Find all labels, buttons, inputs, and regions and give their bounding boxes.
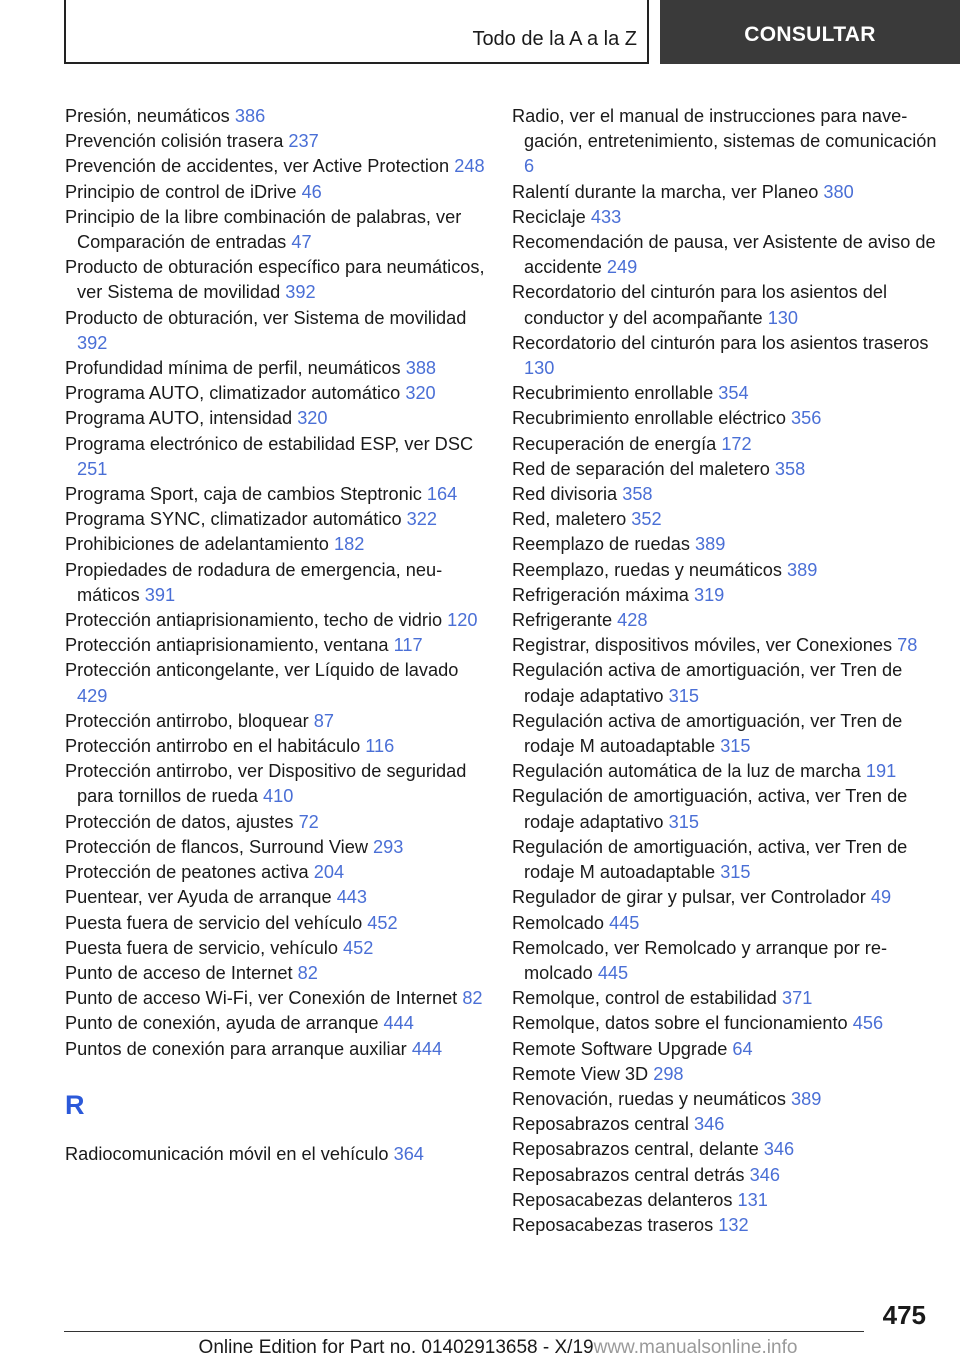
page-link[interactable]: 354: [718, 383, 749, 404]
index-term: Protección antiaprisionamiento, techo de vidrio: [65, 610, 443, 631]
index-entry: [512, 1037, 942, 1062]
index-term: Programa Sport, caja de cambios Steptronic: [65, 484, 422, 505]
page-link[interactable]: 386: [234, 106, 266, 126]
index-entry: [65, 1142, 485, 1167]
index-entry: [512, 1137, 942, 1162]
index-entry: [65, 633, 485, 658]
index-entry: [512, 432, 942, 457]
page-link[interactable]: 78: [897, 635, 918, 656]
page-link[interactable]: 251: [77, 458, 108, 479]
index-term: Protección de flancos, Surround View: [65, 836, 368, 857]
page-link[interactable]: 320: [405, 383, 436, 404]
index-column-left: [65, 104, 485, 1167]
index-entry: [512, 1163, 942, 1188]
page-link[interactable]: 315: [668, 685, 699, 706]
index-entry: [65, 709, 485, 734]
index-term: Prevención de accidentes, ver Active Protection: [65, 156, 450, 177]
section-letter: R: [65, 1089, 85, 1120]
index-entry: [512, 1087, 942, 1112]
page-link[interactable]: 64: [732, 1038, 753, 1059]
page-link[interactable]: 46: [301, 181, 322, 202]
index-entry: [512, 230, 942, 280]
page-link[interactable]: 120: [447, 610, 478, 631]
index-entry: [65, 734, 485, 759]
index-entry: [512, 205, 942, 230]
index-term: Red divisoria: [512, 484, 618, 505]
page-link[interactable]: 87: [313, 710, 334, 731]
index-entry: [512, 936, 942, 986]
index-entry: [512, 583, 942, 608]
index-term: Recubrimiento enrollable: [512, 383, 714, 404]
index-term: Registrar, dispositivos móviles, ver Conexiones: [512, 635, 893, 656]
page-link[interactable]: 445: [609, 912, 640, 933]
page-link[interactable]: 248: [454, 156, 485, 177]
page-link[interactable]: 249: [606, 257, 638, 278]
page-link[interactable]: 428: [617, 610, 648, 631]
index-term: Recordatorio del cinturón para los asientos traseros: [512, 332, 929, 353]
index-term: Remolcado: [512, 912, 604, 933]
page-link[interactable]: 204: [313, 862, 345, 883]
page-link[interactable]: 117: [393, 635, 423, 656]
footer-watermark: www.manualsonline.info: [593, 1337, 798, 1358]
page-link[interactable]: 315: [720, 862, 751, 883]
index-entry: [65, 860, 485, 885]
index-term: Remolque, datos sobre el funcionamiento: [512, 1013, 848, 1034]
index-entry: [65, 306, 485, 356]
index-term: Protección de peatones activa: [65, 862, 309, 883]
page-link[interactable]: 315: [720, 736, 751, 757]
page-link[interactable]: 389: [786, 559, 818, 580]
index-term: Prevención colisión trasera: [65, 131, 284, 152]
index-entry: [65, 255, 485, 305]
index-term: Ralentí durante la marcha, ver Planeo: [512, 181, 819, 202]
index-term: Puntos de conexión para arranque auxiliar: [65, 1038, 407, 1059]
index-entries-p: [65, 104, 485, 1062]
index-term: Punto de acceso de Internet: [65, 962, 293, 983]
page-link[interactable]: 191: [865, 761, 897, 782]
index-term: Radiocomunicación móvil en el vehículo: [65, 1143, 389, 1164]
index-entry: [65, 532, 485, 557]
index-entry: [65, 180, 485, 205]
page-link[interactable]: 322: [406, 509, 438, 530]
index-term: Protección anticongelante, ver Líquido de lavado: [65, 660, 459, 681]
index-term: Programa AUTO, climatizador automático: [65, 383, 401, 404]
index-entry: [512, 532, 942, 557]
page-link[interactable]: 389: [791, 1088, 822, 1109]
index-term: Producto de obturación, ver Sistema de movilidad: [65, 307, 467, 328]
index-term: Reposacabezas delanteros: [512, 1189, 733, 1210]
index-column-right: [512, 104, 942, 1238]
index-term: Puesta fuera de servicio del vehículo: [65, 912, 363, 933]
index-entry: [512, 1213, 942, 1238]
page-link[interactable]: 132: [718, 1214, 749, 1235]
index-term: Punto de conexión, ayuda de arranque: [65, 1013, 379, 1034]
index-entry: [512, 709, 942, 759]
page-link[interactable]: 237: [288, 131, 319, 152]
index-entry: [512, 381, 942, 406]
page-link[interactable]: 315: [668, 811, 699, 832]
index-term: Principio de control de iDrive: [65, 181, 297, 202]
index-entry: [512, 280, 942, 330]
page-link[interactable]: 49: [870, 887, 892, 908]
index-entry: [512, 986, 942, 1011]
index-entry: [512, 608, 942, 633]
index-term: Recuperación de energía: [512, 433, 717, 454]
index-entry: [65, 129, 485, 154]
index-term: Recordatorio del cinturón para los asientos del conductor y del acompañante: [512, 282, 888, 328]
index-term: Protección de datos, ajustes: [65, 811, 294, 832]
page-link[interactable]: 452: [343, 937, 374, 958]
index-entry: [65, 986, 485, 1011]
page-link[interactable]: 82: [297, 962, 318, 983]
index-entries-r-continued: [512, 104, 942, 1238]
index-term: Remote Software Upgrade: [512, 1038, 728, 1059]
page-link[interactable]: 391: [144, 584, 176, 605]
page-link[interactable]: 456: [852, 1013, 884, 1034]
page-link[interactable]: 358: [622, 484, 653, 505]
index-entry: [512, 1188, 942, 1213]
page-link[interactable]: 47: [291, 232, 312, 253]
header-tab-consultar[interactable]: [660, 0, 960, 64]
page-link[interactable]: 352: [631, 509, 662, 530]
index-entry: [65, 104, 485, 129]
index-entry: [65, 507, 485, 532]
index-term: Programa electrónico de estabilidad ESP, ver DSC: [65, 433, 474, 454]
footer-divider: [64, 1331, 864, 1332]
page-link[interactable]: 298: [653, 1063, 684, 1084]
index-term: Reciclaje: [512, 206, 586, 227]
index-term: Protección antirrobo, ver Dispositivo de seguridad para tornillos de rueda: [65, 761, 467, 807]
header-tab-label: CONSULTAR: [744, 23, 876, 46]
page-link[interactable]: 346: [763, 1139, 795, 1160]
index-entry: [512, 457, 942, 482]
footer-edition-text: Online Edition for Part no. 01402913658 - X/19: [198, 1337, 594, 1358]
page-link[interactable]: 444: [411, 1038, 443, 1059]
index-term: Punto de acceso Wi-Fi, ver Conexión de Internet: [65, 988, 458, 1009]
index-term: Prohibiciones de adelantamiento: [65, 534, 329, 555]
index-term: Protección antiaprisionamiento, ventana: [65, 635, 389, 656]
index-term: Programa AUTO, intensidad: [65, 408, 293, 429]
index-term: Reemplazo de ruedas: [512, 534, 690, 555]
index-entry: [65, 608, 485, 633]
index-entry: [512, 658, 942, 708]
index-entry: [65, 432, 485, 482]
index-entry: [65, 356, 485, 381]
page-link[interactable]: 443: [336, 887, 368, 908]
page-link[interactable]: 82: [462, 988, 483, 1009]
index-entry: [512, 104, 942, 180]
index-entry: [65, 482, 485, 507]
page-link[interactable]: 130: [524, 358, 555, 379]
page-link[interactable]: 72: [298, 811, 319, 832]
page-number: 475: [882, 1300, 926, 1330]
index-entry: [65, 154, 485, 179]
page-link[interactable]: 388: [405, 358, 437, 379]
index-entry: [512, 558, 942, 583]
index-term: Puentear, ver Ayuda de arranque: [65, 887, 332, 908]
header-section-title: Todo de la A a la Z: [472, 28, 637, 50]
index-term: Regulación de amortiguación, activa, ver Tren de rodaje M autoadaptable: [512, 836, 908, 883]
page-link[interactable]: 116: [365, 736, 395, 757]
page-link[interactable]: 131: [737, 1189, 768, 1210]
index-entry: [512, 331, 942, 381]
index-term: Remote View 3D: [512, 1063, 649, 1084]
page-link[interactable]: 392: [285, 282, 316, 303]
page-link[interactable]: 410: [263, 786, 294, 807]
page-link[interactable]: 6: [524, 156, 535, 177]
index-term: Presión, neumáticos: [65, 106, 230, 126]
index-term: Red, maletero: [512, 509, 627, 530]
page-link[interactable]: 130: [767, 307, 799, 328]
index-entry: [65, 1037, 485, 1062]
index-entry: [65, 658, 485, 708]
index-term: Radio, ver el manual de instrucciones para navegación, entretenimiento, sistemas de comunicación: [512, 106, 937, 152]
index-entry: [512, 482, 942, 507]
page-link[interactable]: 445: [597, 962, 629, 983]
header-frame: [64, 0, 649, 64]
index-entry: [512, 885, 942, 910]
index-term: Recomendación de pausa, ver Asistente de aviso de accidente: [512, 232, 936, 278]
index-entry: [512, 835, 942, 885]
index-term: Reemplazo, ruedas y neumáticos: [512, 559, 782, 580]
index-entry: [65, 936, 485, 961]
index-term: Protección antirrobo, bloquear: [65, 710, 309, 731]
index-entry: [65, 835, 485, 860]
index-entry: [512, 911, 942, 936]
page-link[interactable]: 172: [721, 433, 752, 454]
page-link[interactable]: 389: [695, 534, 726, 555]
index-entry: [65, 810, 485, 835]
index-term: Refrigerante: [512, 610, 613, 631]
page-link[interactable]: 293: [373, 836, 404, 857]
index-entry: [512, 784, 942, 834]
index-entry: [512, 1112, 942, 1137]
page-link[interactable]: 452: [367, 912, 398, 933]
index-term: Recubrimiento enrollable eléctrico: [512, 408, 786, 429]
index-entry: [512, 633, 942, 658]
index-entry: [65, 759, 485, 809]
index-term: Producto de obturación específico para neumáticos, ver Sistema de movilidad: [65, 257, 485, 303]
index-term: Remolque, control de estabilidad: [512, 988, 777, 1009]
page-link[interactable]: 444: [383, 1013, 414, 1034]
index-term: Renovación, ruedas y neumáticos: [512, 1088, 786, 1109]
page-link[interactable]: 358: [774, 458, 806, 479]
index-entry: [65, 406, 485, 431]
index-entry: [65, 1011, 485, 1036]
page-link[interactable]: 346: [749, 1164, 780, 1185]
page-link[interactable]: 320: [297, 408, 328, 429]
page-link[interactable]: 371: [781, 988, 813, 1009]
index-term: Refrigeración máxima: [512, 584, 689, 605]
index-term: Regulación automática de la luz de marcha: [512, 761, 861, 782]
index-entry: [65, 381, 485, 406]
page-link[interactable]: 356: [791, 408, 822, 429]
index-entry: [512, 1011, 942, 1036]
page-link[interactable]: 164: [426, 484, 458, 505]
index-term: Reposabrazos central: [512, 1114, 689, 1135]
index-term: Propiedades de rodadura de emergencia, neumáticos: [65, 559, 443, 605]
index-entry: [512, 507, 942, 532]
index-entry: [512, 180, 942, 205]
page-link[interactable]: 392: [77, 332, 108, 353]
index-term: Principio de la libre combinación de palabras, ver Comparación de entradas: [65, 206, 462, 253]
index-entry: [65, 885, 485, 910]
index-term: Reposacabezas traseros: [512, 1214, 714, 1235]
index-term: Remolcado, ver Remolcado y arranque por remolcado: [512, 937, 888, 983]
index-entry: [65, 558, 485, 608]
index-term: Profundidad mínima de perfil, neumáticos: [65, 358, 401, 379]
index-term: Regulación activa de amortiguación, ver Tren de rodaje M autoadaptable: [512, 710, 903, 757]
index-entry: [65, 911, 485, 936]
index-entry: [512, 759, 942, 784]
page-link[interactable]: 380: [823, 181, 854, 202]
index-entry: [512, 406, 942, 431]
index-term: Regulación de amortiguación, activa, ver Tren de rodaje adaptativo: [512, 786, 908, 832]
page-link[interactable]: 346: [693, 1114, 725, 1135]
index-term: Regulador de girar y pulsar, ver Controlador: [512, 887, 866, 908]
index-term: Puesta fuera de servicio, vehículo: [65, 937, 338, 958]
index-term: Regulación activa de amortiguación, ver Tren de rodaje adaptativo: [512, 660, 903, 706]
index-entry: [65, 961, 485, 986]
index-entry: [65, 205, 485, 255]
index-term: Programa SYNC, climatizador automático: [65, 509, 402, 530]
page-link[interactable]: 433: [590, 206, 622, 227]
index-entry: [512, 1062, 942, 1087]
page-link[interactable]: 364: [393, 1143, 424, 1164]
page-link[interactable]: 429: [77, 685, 108, 706]
index-entries-r: [65, 1142, 485, 1167]
footer-edition: [68, 1337, 928, 1359]
index-term: Red de separación del maletero: [512, 458, 770, 479]
index-term: Reposabrazos central detrás: [512, 1164, 745, 1185]
index-term: Protección antirrobo en el habitáculo: [65, 736, 361, 757]
page-link[interactable]: 319: [693, 584, 725, 605]
page-link[interactable]: 182: [333, 534, 365, 555]
index-term: Reposabrazos central, delante: [512, 1139, 759, 1160]
